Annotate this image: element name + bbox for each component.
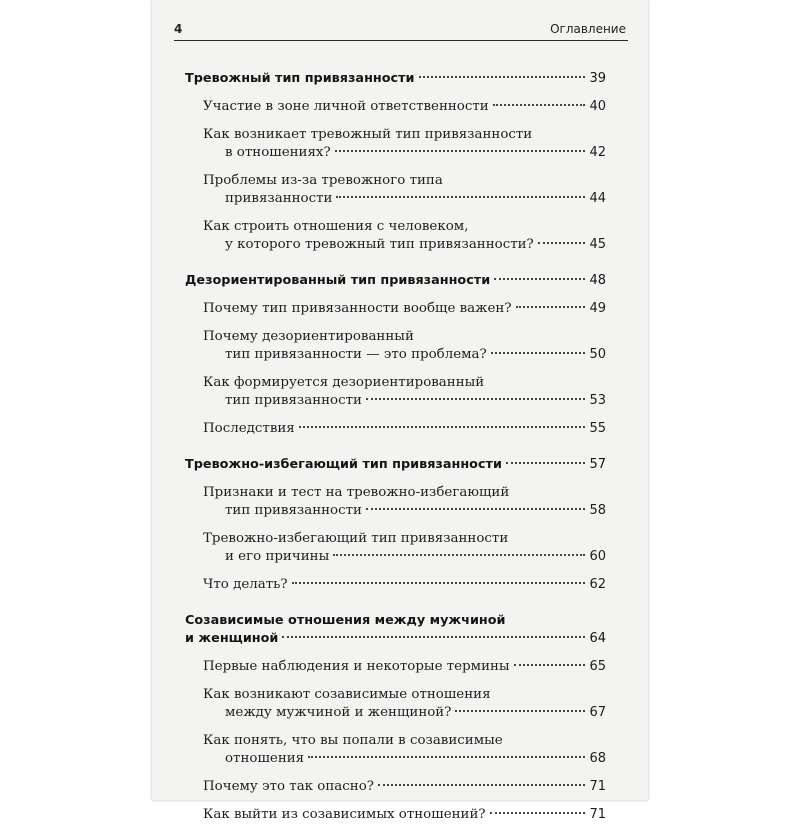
toc-entry: Почему это так опасно? 71 [203,779,606,794]
toc-entry: Признаки и тест на тревожно-избегающий тип привязанности 58 [203,485,606,518]
book-page [152,0,648,822]
toc-section: Дезориентированный тип привязанности 48 [185,273,606,288]
toc-entry: Почему тип привязанности вообще важен? 49 [203,301,606,316]
running-title: Оглавление [550,22,626,36]
toc-entry: Как строить отношения с человеком, у которого тревожный тип привязанности? 45 [203,219,606,252]
page-number: 4 [174,22,183,36]
toc-entry: Как возникает тревожный тип привязанности в отношениях? 42 [203,127,606,160]
toc-section: Созависимые отношения между мужчиной и женщиной 64 [185,613,606,646]
toc-entry: Как формируется дезориентированный тип привязанности 53 [203,375,606,408]
toc-entry: Почему дезориентированный тип привязанности — это проблема? 50 [203,329,606,362]
toc-entry: Как возникают созависимые отношения между мужчиной и женщиной? 67 [203,687,606,720]
toc-entry: Как выйти из созависимых отношений? 71 [203,807,606,822]
page-header [174,18,628,41]
toc-entry: Тревожно-избегающий тип привязанности и его причины 60 [203,531,606,564]
toc-entry: Проблемы из-за тревожного типа привязанности 44 [203,173,606,206]
toc-entry: Первые наблюдения и некоторые термины 65 [203,659,606,674]
toc-entry: Что делать? 62 [203,577,606,592]
toc-entry: Участие в зоне личной ответственности 40 [203,99,606,114]
toc-section: Тревожный тип привязанности 39 [185,71,606,86]
toc-entry: Как понять, что вы попали в созависимые отношения 68 [203,733,606,766]
table-of-contents [185,70,606,834]
toc-section: Тревожно-избегающий тип привязанности 57 [185,457,606,472]
toc-entry: Последствия 55 [203,421,606,436]
